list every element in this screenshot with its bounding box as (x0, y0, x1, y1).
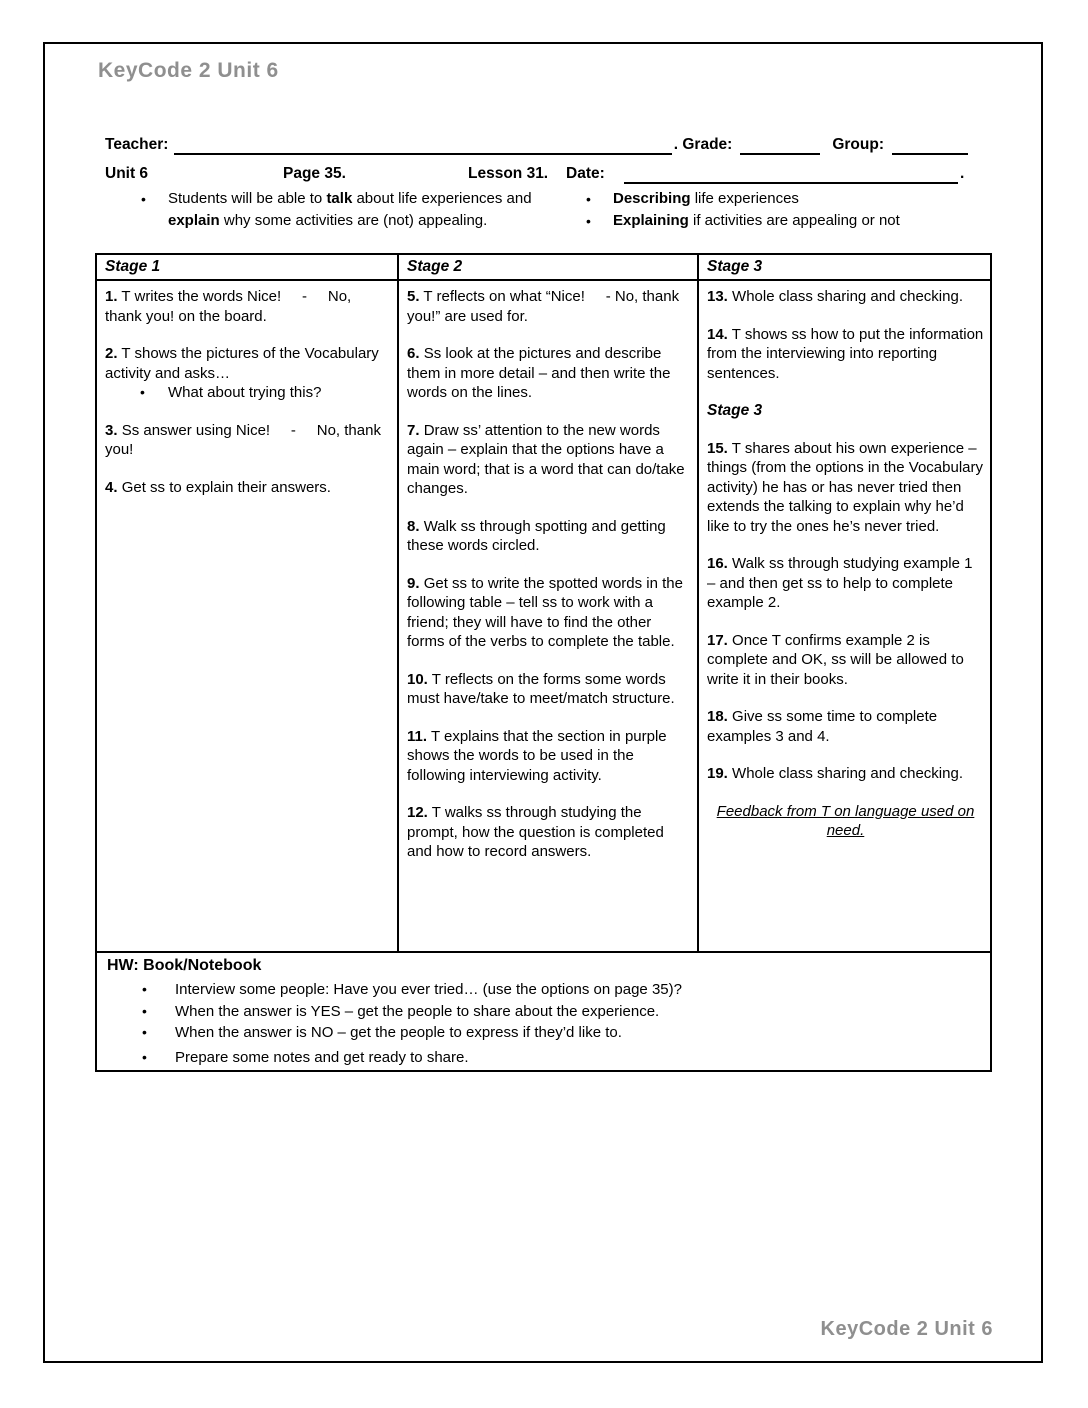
step-3 (105, 421, 391, 460)
objective-text: life experiences (690, 190, 799, 207)
hw-item: • Interview some people: Have you ever tried… (use the options on page 35)? (142, 979, 982, 1001)
document-title: KeyCode 2 Unit 6 (98, 59, 279, 82)
hw-row (96, 952, 991, 1071)
step-text: Get ss to write the spotted words in the following table – tell ss to work with a friend; they will have to find the other forms of the verbs to complete the table. (407, 574, 683, 650)
step-text: Ss look at the pictures and describe them in more detail – and then write the words on the lines. (407, 345, 671, 401)
lesson-label: Lesson 31. (468, 165, 549, 182)
objective-text: Students will be able to (168, 190, 327, 207)
step-text: Give ss some time to complete examples 3 and 4. (707, 708, 938, 745)
step-10 (407, 670, 691, 709)
hw-list (107, 979, 982, 1068)
step-15 (707, 439, 984, 537)
document-footer: KeyCode 2 Unit 6 (820, 1318, 993, 1340)
step-text: Whole class sharing and checking. (732, 765, 963, 782)
page-label: Page 35. (283, 165, 346, 182)
objective-text: why some activities are (not) appealing. (219, 212, 488, 229)
unit-row (0, 163, 1088, 187)
step-13 (707, 287, 984, 307)
step-text: Get ss to explain their answers. (121, 478, 331, 496)
teacher-blank-line (174, 135, 671, 155)
step-text: T shares about his own experience – things (from the options in the Vocabulary activity) he has or has never tried then extends the talking to explain why he’d like to try the ones he’s never tried. (707, 439, 983, 535)
step-text: Walk ss through studying example 1 – and then get ss to help to complete example 2. (707, 555, 973, 611)
step-text: T shows the pictures of the Vocabulary activity and asks… (105, 345, 379, 382)
step-5 (407, 287, 691, 326)
objective-bold-word: Describing (613, 190, 691, 207)
step-number: 5. (407, 288, 420, 305)
stage1-header: Stage 1 (96, 254, 398, 280)
step-number: 14. (707, 325, 728, 343)
step-text: T reflects on what “Nice! - No, thank you!” are used for. (407, 288, 680, 325)
step-14 (707, 325, 984, 384)
objective-item (140, 188, 548, 232)
step-number: 6. (407, 345, 420, 362)
step-12 (407, 803, 691, 862)
step-text: Ss answer using Nice! - No, thank you! (105, 421, 381, 458)
objective-bold-word: talk (326, 190, 353, 207)
step-number: 10. (407, 670, 428, 688)
unit-label: Unit 6 (105, 165, 149, 182)
stage3-inner-heading: Stage 3 (707, 402, 763, 419)
hw-cell (96, 952, 991, 1071)
step-number: 18. (707, 708, 728, 725)
step-4 (105, 478, 391, 498)
step-16 (707, 554, 984, 613)
objectives-left-list (140, 188, 548, 232)
step-number: 2. (105, 345, 118, 362)
table-body-row (96, 280, 991, 952)
step-number: 1. (105, 288, 118, 305)
date-blank-line (624, 165, 958, 184)
step-1 (105, 287, 391, 326)
step-text: Draw ss’ attention to the new words again – explain that the options have a main word; that is a word that can do/take changes. (407, 421, 685, 497)
grade-blank-line (740, 135, 820, 155)
step-number: 13. (707, 288, 728, 305)
step-2 (105, 344, 391, 383)
step-number: 11. (407, 727, 428, 745)
step-text: T writes the words Nice! - No, thank you! on the board. (105, 288, 352, 325)
stage2-header: Stage 2 (398, 254, 698, 280)
step-19 (707, 764, 984, 784)
grade-label: . Grade: (673, 136, 733, 153)
objective-text: if activities are appealing or not (688, 212, 900, 229)
table-header-row (96, 254, 991, 280)
step-text: T reflects on the forms some words must have/take to meet/match structure. (407, 670, 675, 707)
stage3-cell (698, 280, 991, 952)
stage3-header: Stage 3 (698, 254, 991, 280)
teacher-label: Teacher: (105, 136, 169, 153)
step-number: 12. (407, 804, 428, 821)
step-text: T shows ss how to put the information from the interviewing into reporting sentences. (707, 325, 984, 382)
objectives-right-list (585, 188, 1015, 232)
objective-item (585, 188, 1015, 210)
step-text: Whole class sharing and checking. (732, 288, 963, 305)
step-text: T explains that the section in purple shows the words to be used in the following interviewing activity. (407, 727, 667, 784)
hw-item: • When the answer is YES – get the people to share about the experience. (142, 1001, 982, 1023)
step-text: Walk ss through spotting and getting these words circled. (407, 517, 666, 554)
step-17 (707, 631, 984, 690)
step-6 (407, 344, 691, 403)
objective-bold-word: explain (168, 212, 220, 229)
group-blank-line (892, 135, 968, 155)
step-number: 7. (407, 421, 420, 439)
hw-title: HW: Book/Notebook (107, 957, 262, 974)
objective-item (585, 210, 1015, 232)
step-11 (407, 727, 691, 786)
step-number: 4. (105, 478, 118, 496)
step-8 (407, 517, 691, 556)
stage2-cell (398, 280, 698, 952)
lesson-stage-table (95, 253, 992, 1072)
step-7 (407, 421, 691, 499)
hw-item: • Prepare some notes and get ready to share. (142, 1047, 982, 1069)
sub-bullet-text: What about trying this? (168, 384, 322, 401)
bullet-icon: • (140, 384, 145, 400)
step-text: Once T confirms example 2 is complete and OK, ss will be allowed to write it in their books. (707, 631, 964, 688)
step-number: 15. (707, 439, 728, 457)
date-period: . (960, 165, 965, 182)
date-label: Date: (566, 165, 605, 182)
step-number: 16. (707, 555, 728, 572)
objective-text: about life experiences and (352, 190, 532, 207)
teacher-row (105, 131, 968, 155)
step-number: 19. (707, 765, 728, 782)
group-label: Group: (832, 136, 884, 153)
step-9 (407, 574, 691, 652)
step-2-sub-bullet (105, 383, 391, 403)
step-number: 9. (407, 574, 420, 592)
step-number: 17. (707, 631, 728, 649)
hw-item: • When the answer is NO – get the people to express if they’d like to. (142, 1022, 982, 1044)
step-text: T walks ss through studying the prompt, how the question is completed and how to record answers. (407, 804, 664, 860)
step-18 (707, 707, 984, 746)
objective-bold-word: Explaining (613, 212, 689, 229)
stage1-cell (96, 280, 398, 952)
step-number: 3. (105, 421, 118, 439)
feedback-note: Feedback from T on language used on need. (716, 802, 975, 839)
step-number: 8. (407, 517, 420, 535)
